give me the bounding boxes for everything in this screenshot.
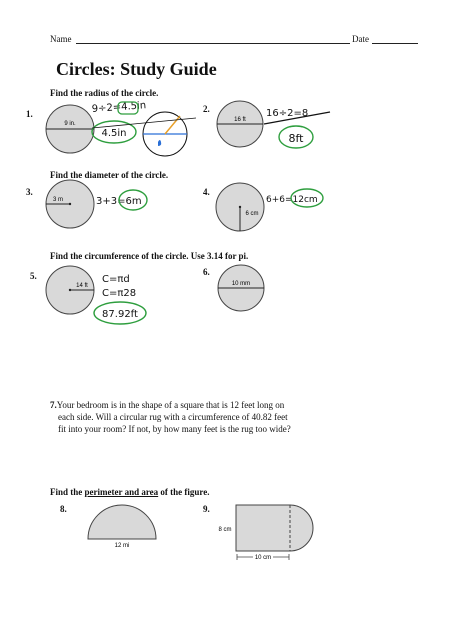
section-diameter-heading: Find the diameter of the circle.: [50, 170, 169, 180]
p2-work-text: 16÷2=8: [266, 108, 309, 119]
problem-8-figure: [88, 505, 156, 549]
p1-sketch-drop-blue: [158, 140, 161, 146]
section-circumference-heading: Find the circumference of the circle. Use 3.14 for pi.: [50, 251, 249, 261]
problem-1-figure: [46, 105, 94, 153]
problem-2-label: 16 ft: [234, 117, 246, 123]
p5-answer-text: 87.92ft: [102, 309, 138, 320]
problem-8-label: 12 mi: [114, 543, 130, 549]
name-label: Name: [50, 34, 72, 44]
problem-1-number: 1.: [26, 109, 33, 119]
problem-3-number: 3.: [26, 187, 33, 197]
problem-9-width-label: 10 cm: [254, 555, 272, 561]
p3-work-text: 3+3=6m: [96, 196, 142, 207]
problem-4-label: 6 cm: [245, 211, 259, 217]
problem-3-label: 3 m: [52, 197, 64, 203]
problem-8-semicircle: [88, 505, 156, 539]
problem-5-label: 14 ft: [76, 283, 88, 289]
problem-9-shape: [236, 505, 313, 551]
section-radius-heading: Find the radius of the circle.: [50, 88, 159, 98]
problem-2-number: 2.: [203, 104, 210, 114]
problem-4-center-dot: [239, 206, 241, 208]
heading-suffix: of the figure.: [158, 487, 210, 497]
problem-7-line-1: Your bedroom is in the shape of a square that is 12 feet long on: [56, 400, 285, 410]
date-label: Date: [352, 34, 369, 44]
problem-7-number: 7.: [50, 400, 57, 410]
p1-work-text: 9÷2=4.5in: [91, 100, 147, 115]
problem-4-figure: [216, 183, 264, 231]
problem-5-center-dot: [69, 289, 71, 291]
heading-prefix: Find the: [50, 487, 85, 497]
problem-1-label: 9 in.: [64, 121, 76, 127]
problem-9-figure: [218, 505, 313, 561]
problem-4-number: 4.: [203, 187, 210, 197]
problem-3-figure: [46, 180, 94, 228]
p1-answer-text: 4.5in: [101, 128, 127, 139]
handwriting-layer: [91, 100, 330, 324]
problem-5-figure: [46, 266, 94, 314]
problem-3-center-dot: [69, 203, 71, 205]
problem-8-number: 8.: [60, 504, 67, 514]
p2-answer-text: 8ft: [288, 132, 304, 145]
page-title: Circles: Study Guide: [56, 59, 217, 79]
problem-6-label: 10 mm: [231, 281, 251, 287]
problem-2-figure: [217, 101, 263, 147]
problem-9-height-label: 8 cm: [218, 527, 232, 533]
p5-formula-2: C=π28: [102, 288, 137, 299]
problem-7-line-3: fit into your room? If not, by how many feet is the rug too wide?: [58, 424, 291, 434]
problem-6-number: 6.: [203, 267, 210, 277]
p5-formula-1: C=πd: [102, 274, 130, 285]
problem-9-number: 9.: [203, 504, 210, 514]
problem-5-number: 5.: [30, 271, 37, 281]
problem-7-line-2: each side. Will a circular rug with a circumference of 40.82 feet: [58, 412, 288, 422]
p1-sketch-radius-orange: [165, 116, 180, 134]
problem-6-figure: [218, 265, 264, 311]
heading-underlined: perimeter and area: [84, 487, 159, 497]
p4-work-text: 6+6=12cm: [266, 195, 318, 205]
